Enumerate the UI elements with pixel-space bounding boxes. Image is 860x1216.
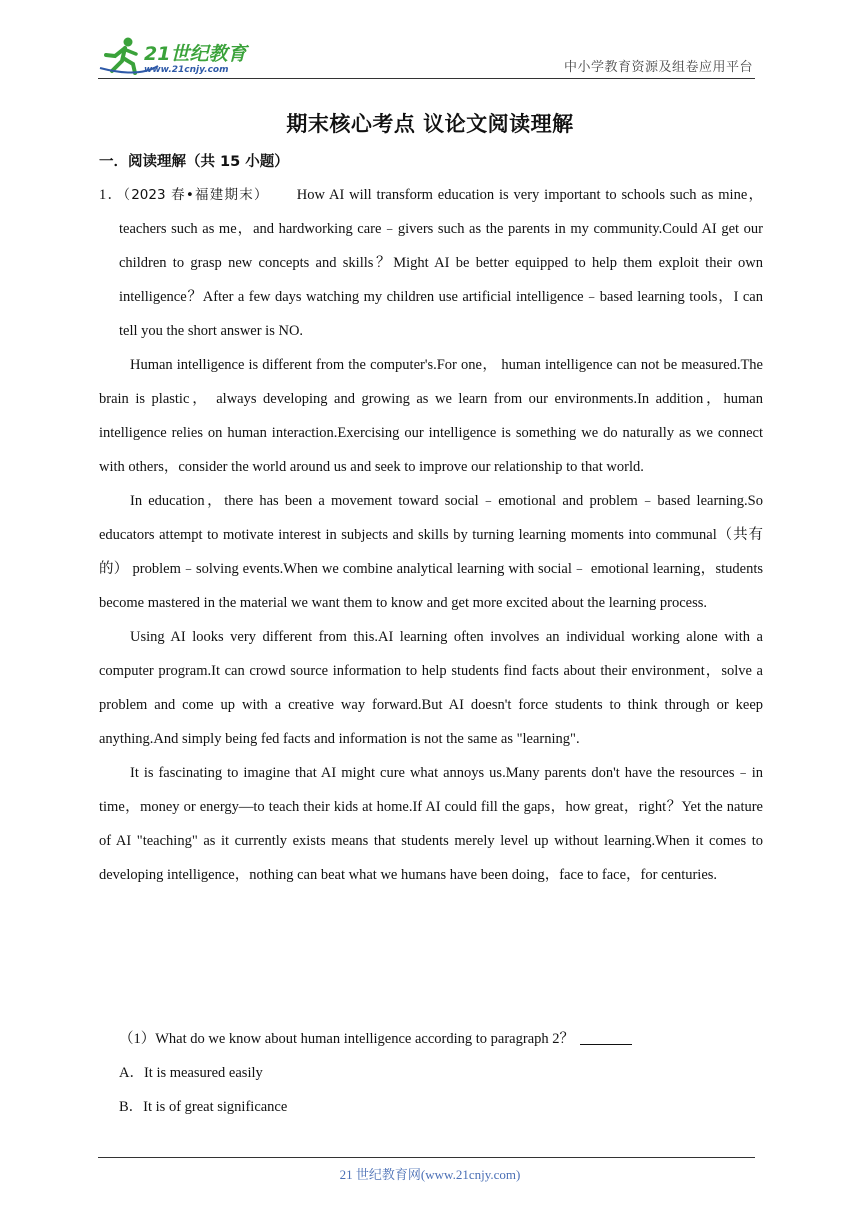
- option-b: B．It is of great significance: [119, 1099, 288, 1115]
- header-platform-name: 中小学教育资源及组卷应用平台: [563, 60, 753, 75]
- page-title: 期末核心考点 议论文阅读理解: [286, 112, 574, 136]
- passage-paragraph-4: Using AI looks very different from this.AI learning often involves an individual working alone with a computer program.It can crowd source information to help students find facts about their environment，solve a problem and come up with a creative way forward.But AI doesn't force students to think through or keep anything.And simply being fed facts and information is not the same as "learning".: [99, 629, 763, 747]
- page-header: [98, 34, 755, 79]
- footer-text: 21 世纪教育网(www.21cnjy.com): [339, 1167, 521, 1182]
- passage-paragraph-2: Human intelligence is different from the computer's.For one， human intelligence can not be measured.The brain is plastic， always developing and growing as we learn from our environments.In addition，human intelligence relies on human interaction.Exercising our intelligence is something we do naturally as we connect with others，consider the world around us and seek to improve our relationship to that world.: [99, 357, 763, 475]
- passage-paragraph-5: It is fascinating to imagine that AI might cure what annoys us.Many parents don't have the resources﹣in time，money or energy—to teach their kids at home.If AI could fill the gaps，how great，right？Yet the nature of AI "teaching" as it currently exists means that students merely level up without learning.When it comes to developing intelligence，nothing can beat what we humans have been doing，face to face，for centuries.: [99, 765, 763, 883]
- question-intro-paragraph: [99, 178, 763, 348]
- question-source: （2023 春•福建期末）: [123, 187, 269, 203]
- logo-text: 21世纪教育: [144, 43, 247, 65]
- logo-url: www.21cnjy.com: [144, 65, 229, 75]
- section-heading: 一．阅读理解（共 15 小题）: [99, 154, 289, 170]
- question-number: 1．: [99, 187, 124, 203]
- footer-divider: [98, 1157, 755, 1158]
- sub-question-stem: [119, 1022, 632, 1056]
- option-a: A．It is measured easily: [119, 1065, 263, 1081]
- answer-blank[interactable]: [580, 1030, 632, 1045]
- logo: [98, 34, 258, 76]
- passage-paragraph-3: In education，there has been a movement toward social﹣emotional and problem﹣based learning.So educators attempt to motivate interest in subjects and skills by turning learning moments into communal（共有的） problem﹣solving events.When we combine analytical learning with social﹣ emotional learning，students become mastered in the material we want them to know and get more excited about the learning process.: [99, 493, 763, 611]
- sub-question-text: （1）What do we know about human intelligence according to paragraph 2？: [119, 1031, 575, 1047]
- sub-question: [119, 1022, 632, 1124]
- passage-paragraph-1: How AI will transform education is very important to schools such as mine，teachers such as me，and hardworking care﹣givers such as the parents in my community.Could AI get our children to grasp new concepts and skills？Might AI be better equipped to help them exploit their own intelligence？After a few days watching my children use artificial intelligence﹣based learning tools，I can tell you the short answer is NO.: [119, 187, 764, 339]
- reading-passage: [99, 178, 763, 892]
